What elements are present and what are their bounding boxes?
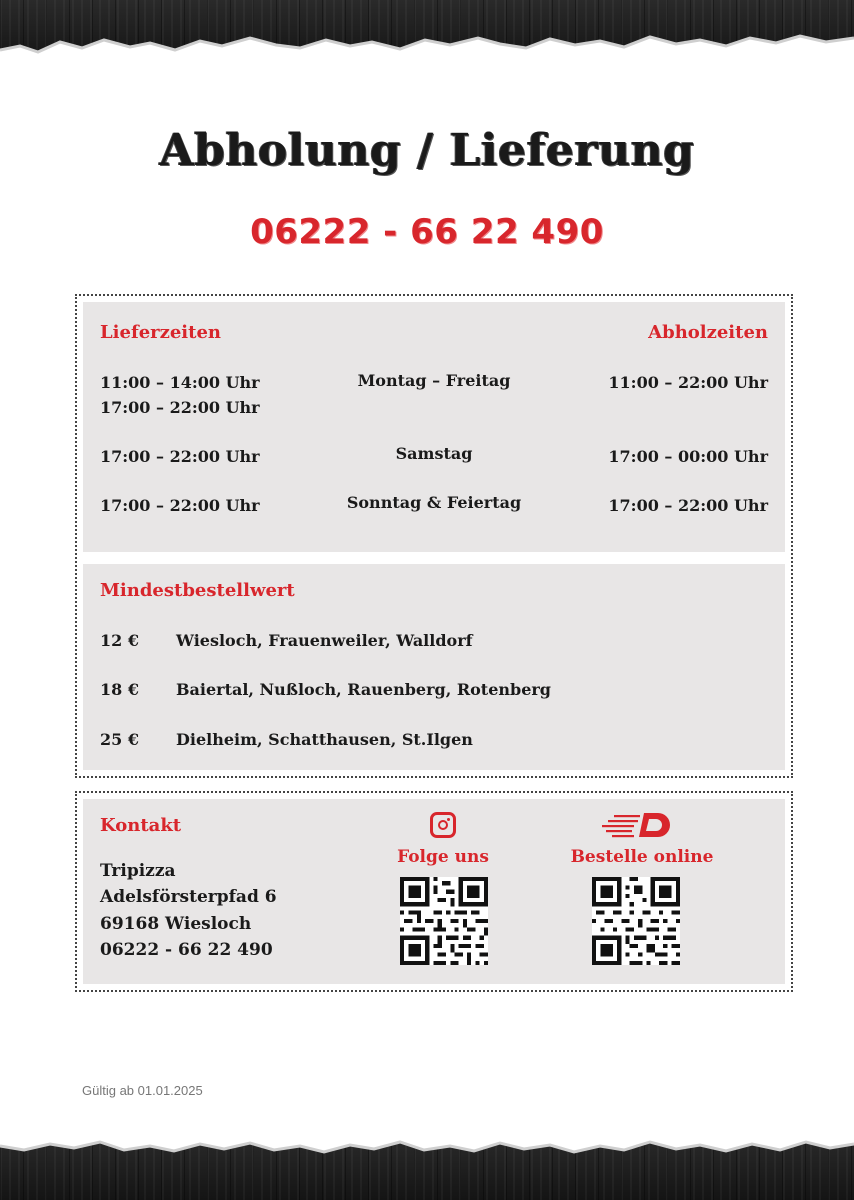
delivery-hours-heading: Lieferzeiten (100, 322, 221, 343)
delivery-areas: Dielheim, Schatthausen, St.Ilgen (176, 730, 473, 749)
minimum-amount: 12 € (100, 631, 139, 650)
pickup-hours-heading: Abholzeiten (648, 322, 768, 343)
pickup-time: 17:00 – 00:00 Uhr (608, 447, 768, 466)
business-name: Tripizza (100, 861, 176, 881)
minimum-amount: 25 € (100, 730, 139, 749)
contact-box (75, 791, 793, 992)
day-label: Samstag (395, 444, 473, 463)
validity-note: Gültig ab 01.01.2025 (82, 1083, 203, 1098)
instagram-icon[interactable] (430, 812, 456, 838)
delivery-time: 17:00 – 22:00 Uhr (100, 447, 260, 466)
delivery-areas: Baiertal, Nußloch, Rauenberg, Rotenberg (176, 680, 551, 699)
minimum-amount: 18 € (100, 680, 139, 699)
pickup-time: 11:00 – 22:00 Uhr (608, 373, 768, 392)
delivery-logo-icon[interactable] (602, 811, 674, 839)
delivery-time: 17:00 – 22:00 Uhr (100, 496, 260, 515)
delivery-areas: Wiesloch, Frauenweiler, Walldorf (176, 631, 473, 650)
instagram-qr-code[interactable] (400, 877, 488, 965)
info-box (75, 294, 793, 778)
contact-heading: Kontakt (100, 815, 182, 836)
delivery-time: 11:00 – 14:00 Uhr (100, 373, 260, 392)
torn-paper-edge-bottom (0, 1120, 854, 1160)
city-address: 69168 Wiesloch (100, 914, 252, 934)
torn-paper-edge-top (0, 28, 854, 78)
minimum-order-heading: Mindestbestellwert (100, 580, 295, 601)
day-label: Sonntag & Feiertag (346, 493, 522, 512)
contact-phone[interactable]: 06222 - 66 22 490 (100, 940, 273, 960)
pickup-time: 17:00 – 22:00 Uhr (608, 496, 768, 515)
delivery-time: 17:00 – 22:00 Uhr (100, 398, 260, 417)
day-label: Montag – Freitag (357, 371, 511, 390)
follow-us-label: Folge uns (397, 847, 489, 867)
hours-panel (83, 302, 785, 552)
phone-number[interactable]: 06222 - 66 22 490 (250, 212, 604, 252)
page-title: Abholung / Lieferung (159, 125, 695, 176)
street-address: Adelsförsterpfad 6 (100, 887, 277, 907)
order-online-qr-code[interactable] (592, 877, 680, 965)
minimum-order-panel (83, 564, 785, 770)
order-online-label: Bestelle online (570, 847, 714, 867)
contact-panel (83, 799, 785, 984)
